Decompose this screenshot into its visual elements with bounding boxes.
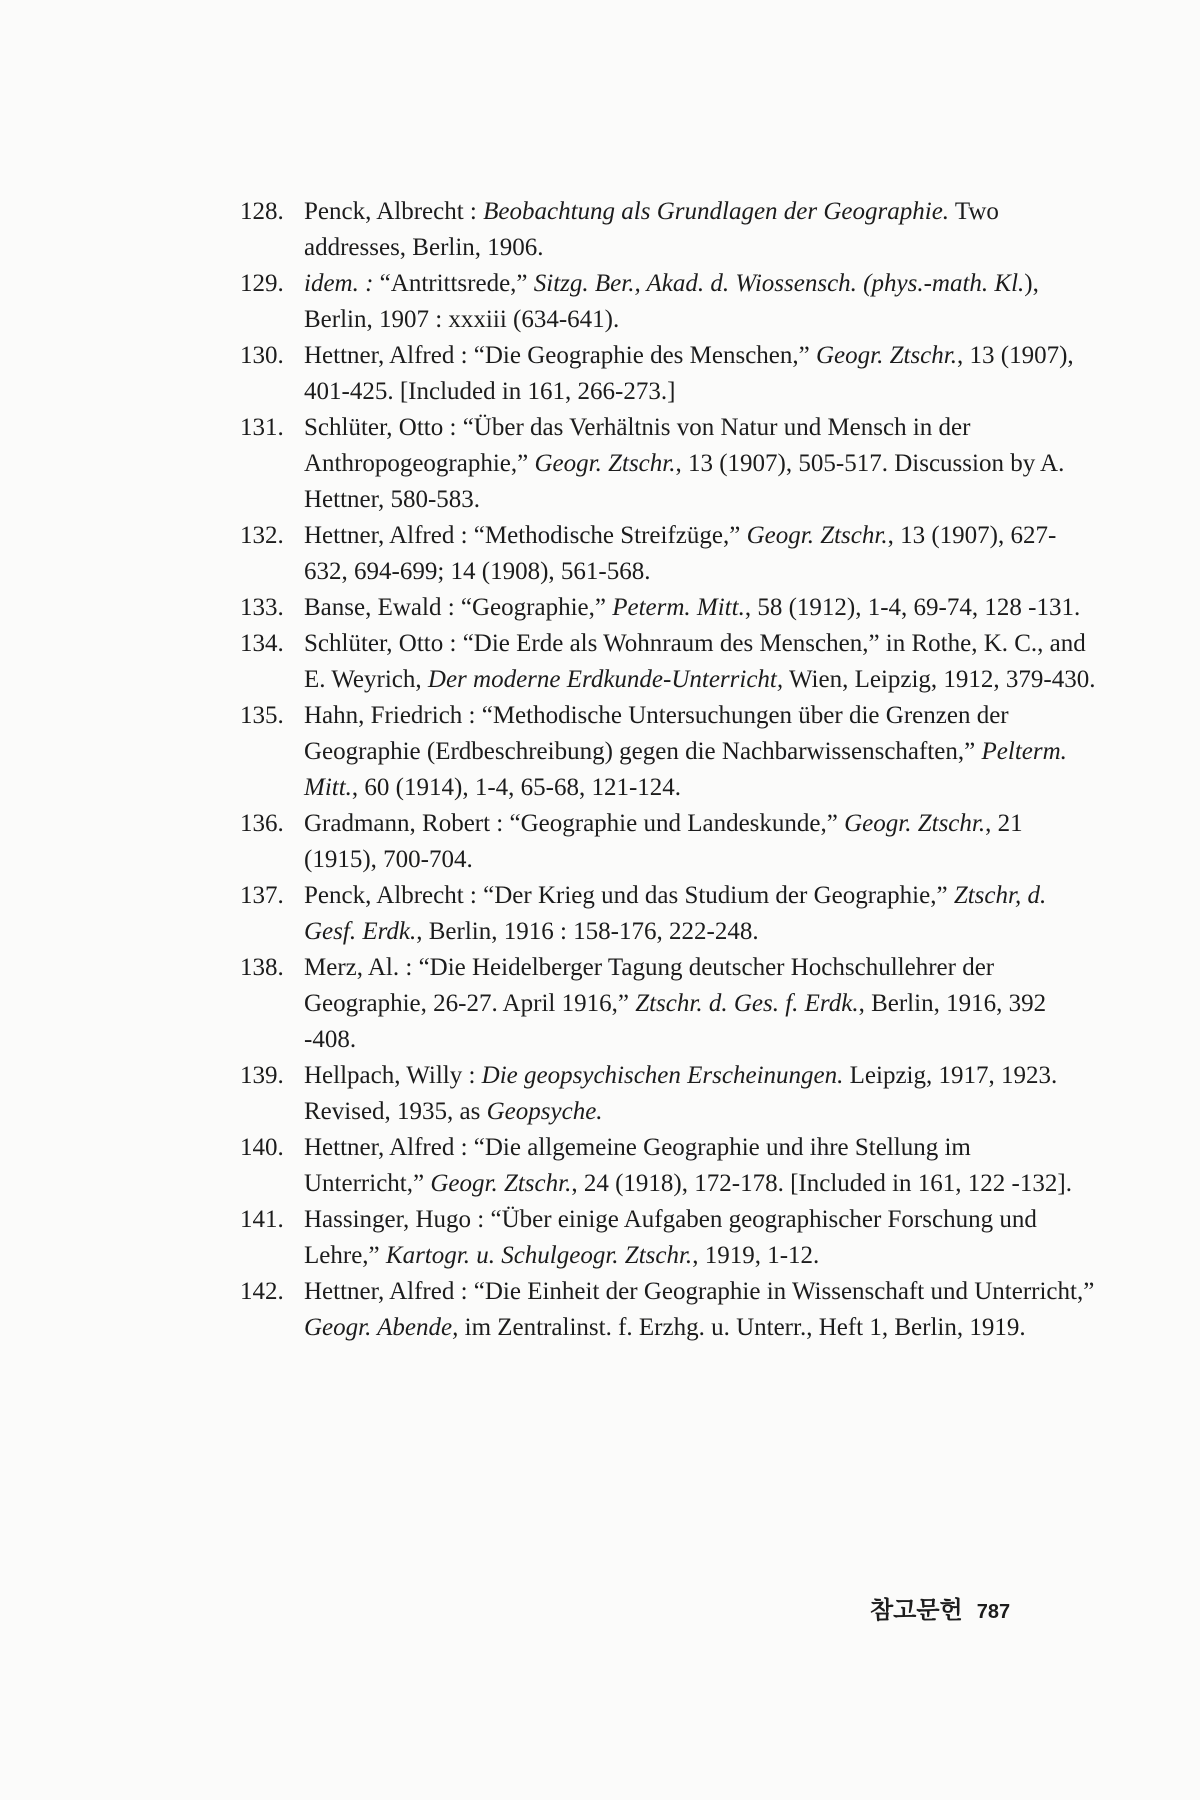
reference-text-segment: Schlüter, Otto : “Die Erde als Wohnraum des Menschen,” in Rothe, K. C., and E. Weyrich, [304, 630, 1086, 693]
reference-text [240, 1058, 1096, 1130]
reference-entry [240, 338, 1096, 410]
reference-italic-segment: Kartogr. u. Schulgeogr. Ztschr. [385, 1242, 693, 1269]
reference-text-segment: Hettner, Alfred : “Die allgemeine Geographie und ihre Stellung im Unterricht,” [304, 1134, 971, 1197]
reference-text-segment: , 58 (1912), 1-4, 69-74, 128 -131. [744, 594, 1081, 621]
reference-italic-segment: Die geopsychischen Erscheinungen. [481, 1062, 844, 1089]
reference-text [240, 626, 1096, 698]
reference-italic-segment: Ztschr, d. Gesf. Erdk. [304, 882, 1047, 945]
reference-entry [240, 1058, 1096, 1130]
reference-number: 129. [240, 270, 284, 297]
reference-italic-segment: Geogr. Ztschr. [746, 522, 888, 549]
reference-number: 136. [240, 810, 284, 837]
reference-text [240, 1202, 1096, 1274]
reference-text [240, 1130, 1096, 1202]
reference-text-segment: Gradmann, Robert : “Geographie und Landeskunde,” [304, 810, 845, 837]
reference-text-segment: , 13 (1907), 505-517. Discussion by A. Hettner, 580-583. [304, 450, 1065, 513]
reference-italic-segment: Beobachtung als Grundlagen der Geographie. [483, 198, 950, 225]
reference-number: 133. [240, 594, 284, 621]
reference-text-segment: Schlüter, Otto : “Über das Verhältnis von Natur und Mensch in der Anthropogeographie,” [304, 414, 971, 477]
reference-number: 130. [240, 342, 284, 369]
page-footer [870, 1590, 1010, 1625]
reference-text [240, 806, 1096, 878]
reference-entry [240, 266, 1096, 338]
reference-text-segment: Penck, Albrecht : [304, 198, 484, 225]
reference-text-segment: , 1919, 1-12. [692, 1242, 820, 1269]
section-title: 참고문헌 [870, 1596, 963, 1624]
reference-text [240, 518, 1096, 590]
reference-italic-segment: Ztschr. d. Ges. f. Erdk. [635, 990, 859, 1017]
reference-text-segment: Merz, Al. : “Die Heidelberger Tagung deutscher Hochschullehrer der Geographie, 26-27. April 1916,” [304, 954, 995, 1017]
reference-number: 142. [240, 1278, 284, 1305]
reference-entry [240, 1202, 1096, 1274]
reference-text-segment: “Antrittsrede,” [379, 270, 534, 297]
reference-text-segment: Hettner, Alfred : “Die Geographie des Menschen,” [304, 342, 816, 369]
page-number: 787 [976, 1601, 1011, 1623]
reference-text-segment: , Berlin, 1916 : 158-176, 222-248. [416, 918, 759, 945]
reference-text [240, 338, 1096, 410]
reference-text [240, 266, 1096, 338]
reference-number: 128. [240, 198, 284, 225]
reference-number: 140. [240, 1134, 284, 1161]
reference-text [240, 590, 1096, 626]
reference-text [240, 698, 1096, 806]
reference-number: 138. [240, 954, 284, 981]
reference-entry [240, 194, 1096, 266]
reference-entry [240, 590, 1096, 626]
reference-text-segment: Wien, Leipzig, 1912, 379-430. [783, 666, 1096, 693]
reference-number: 135. [240, 702, 284, 729]
reference-entry [240, 950, 1096, 1058]
reference-text-segment: Penck, Albrecht : “Der Krieg und das Studium der Geographie,” [304, 882, 954, 909]
reference-entry [240, 1130, 1096, 1202]
reference-list [240, 194, 1096, 1346]
reference-italic-segment: Peterm. Mitt. [612, 594, 745, 621]
reference-text-segment: , 60 (1914), 1-4, 65-68, 121-124. [351, 774, 682, 801]
reference-number: 131. [240, 414, 284, 441]
reference-text-segment: , 21 (1915), 700-704. [304, 810, 1023, 873]
reference-number: 139. [240, 1062, 284, 1089]
reference-text [240, 194, 1096, 266]
reference-text-segment: , 13 (1907), 627-632, 694-699; 14 (1908), 561-568. [304, 522, 1057, 585]
reference-entry [240, 698, 1096, 806]
reference-text-segment: im Zentralinst. f. Erzhg. u. Unterr., Heft 1, Berlin, 1919. [458, 1314, 1026, 1341]
reference-italic-segment: Geopsyche. [486, 1098, 603, 1125]
reference-italic-segment: Geogr. Ztschr. [534, 450, 676, 477]
reference-italic-segment: Geogr. Ztschr. [844, 810, 986, 837]
reference-text-segment: Leipzig, 1917, 1923. Revised, 1935, as [304, 1062, 1058, 1125]
reference-text-segment: Two addresses, Berlin, 1906. [304, 198, 999, 261]
reference-number: 141. [240, 1206, 284, 1233]
reference-text-segment: , 13 (1907), 401-425. [Included in 161, 266-273.] [304, 342, 1074, 405]
reference-text-segment: Hettner, Alfred : “Die Einheit der Geographie in Wissenschaft und Unterricht,” [304, 1278, 1095, 1305]
reference-entry [240, 1274, 1096, 1346]
reference-text-segment: , 24 (1918), 172-178. [Included in 161, 122 -132]. [571, 1170, 1072, 1197]
reference-text-segment: Banse, Ewald : “Geographie,” [304, 594, 613, 621]
reference-entry [240, 410, 1096, 518]
reference-number: 132. [240, 522, 284, 549]
reference-italic-segment: Geogr. Ztschr. [430, 1170, 572, 1197]
reference-text-segment: Hettner, Alfred : “Methodische Streifzüge,” [304, 522, 747, 549]
reference-text [240, 878, 1096, 950]
reference-text [240, 950, 1096, 1058]
reference-italic-segment: Sitzg. Ber., Akad. d. Wiossensch. (phys.-math. Kl. [533, 270, 1025, 297]
reference-italic-segment: Geogr. Abende, [304, 1314, 459, 1341]
reference-italic-segment: Geogr. Ztschr. [816, 342, 957, 369]
reference-italic-segment: Der moderne Erdkunde-Unterricht, [427, 666, 784, 693]
reference-text-segment: Hahn, Friedrich : “Methodische Untersuchungen über die Grenzen der Geographie (Erdbeschreibung) gegen die Nachbarwissenschaften,” [304, 702, 1009, 765]
reference-entry [240, 878, 1096, 950]
reference-text-segment: Hassinger, Hugo : “Über einige Aufgaben geographischer Forschung und Lehre,” [304, 1206, 1037, 1269]
reference-text [240, 410, 1096, 518]
reference-text-segment: , Berlin, 1916, 392 -408. [304, 990, 1047, 1053]
reference-number: 137. [240, 882, 284, 909]
reference-number: 134. [240, 630, 284, 657]
reference-italic-segment: idem. : [304, 270, 380, 297]
reference-text-segment: Hellpach, Willy : [304, 1062, 482, 1089]
reference-italic-segment: Pelterm. Mitt. [304, 738, 1067, 801]
reference-entry [240, 806, 1096, 878]
reference-entry [240, 626, 1096, 698]
reference-text [240, 1274, 1096, 1346]
reference-entry [240, 518, 1096, 590]
reference-text-segment: ), Berlin, 1907 : xxxiii (634-641). [304, 270, 1039, 333]
